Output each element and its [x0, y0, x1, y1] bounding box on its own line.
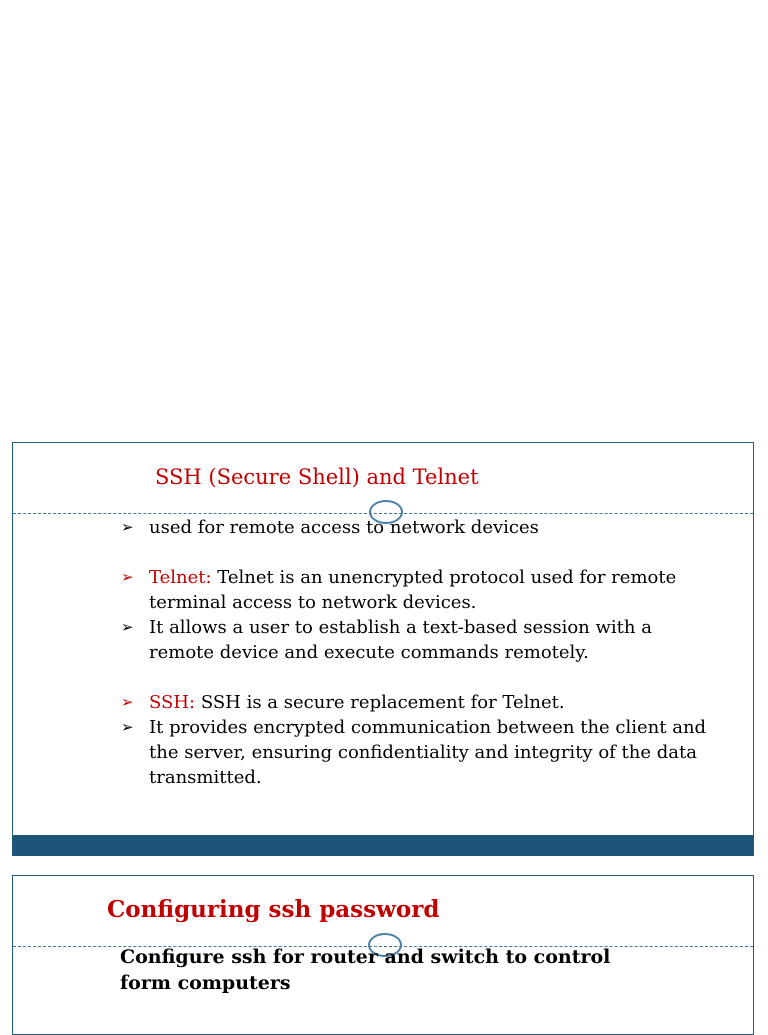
- bullet-text: SSH is a secure replacement for Telnet.: [195, 692, 565, 713]
- slide-body-text: Configure ssh for router and switch to control form computers: [120, 946, 611, 994]
- arrow-bullet-icon: ➢: [121, 618, 134, 636]
- slide-title: Configuring ssh password: [107, 896, 440, 923]
- bullet-text: It allows a user to establish a text-based session with a remote device and execute commands remotely.: [149, 617, 652, 663]
- bullet-label: SSH:: [149, 692, 196, 713]
- arrow-bullet-icon: ➢: [121, 693, 134, 711]
- slide-configuring-ssh: [12, 875, 754, 1035]
- bullet-text: Telnet is an unencrypted protocol used for remote terminal access to network devices.: [149, 567, 677, 613]
- arrow-bullet-icon: ➢: [121, 718, 134, 736]
- bullet-text: It provides encrypted communication between the client and the server, ensuring confidentiality and integrity of the data transmitted.: [149, 717, 707, 788]
- bullet-label: Telnet:: [149, 567, 212, 588]
- list-item: [121, 690, 721, 715]
- footer-bar: [13, 835, 753, 855]
- list-item: [121, 515, 721, 540]
- list-item: [121, 565, 721, 615]
- arrow-bullet-icon: ➢: [121, 568, 134, 586]
- arrow-bullet-icon: ➢: [121, 518, 134, 536]
- bullet-list: [121, 515, 721, 790]
- list-item: [121, 615, 721, 665]
- slide-ssh-telnet: [12, 442, 754, 856]
- bullet-text: used for remote access to network devices: [149, 517, 539, 538]
- slide-title: SSH (Secure Shell) and Telnet: [155, 465, 479, 489]
- list-item: [121, 715, 721, 790]
